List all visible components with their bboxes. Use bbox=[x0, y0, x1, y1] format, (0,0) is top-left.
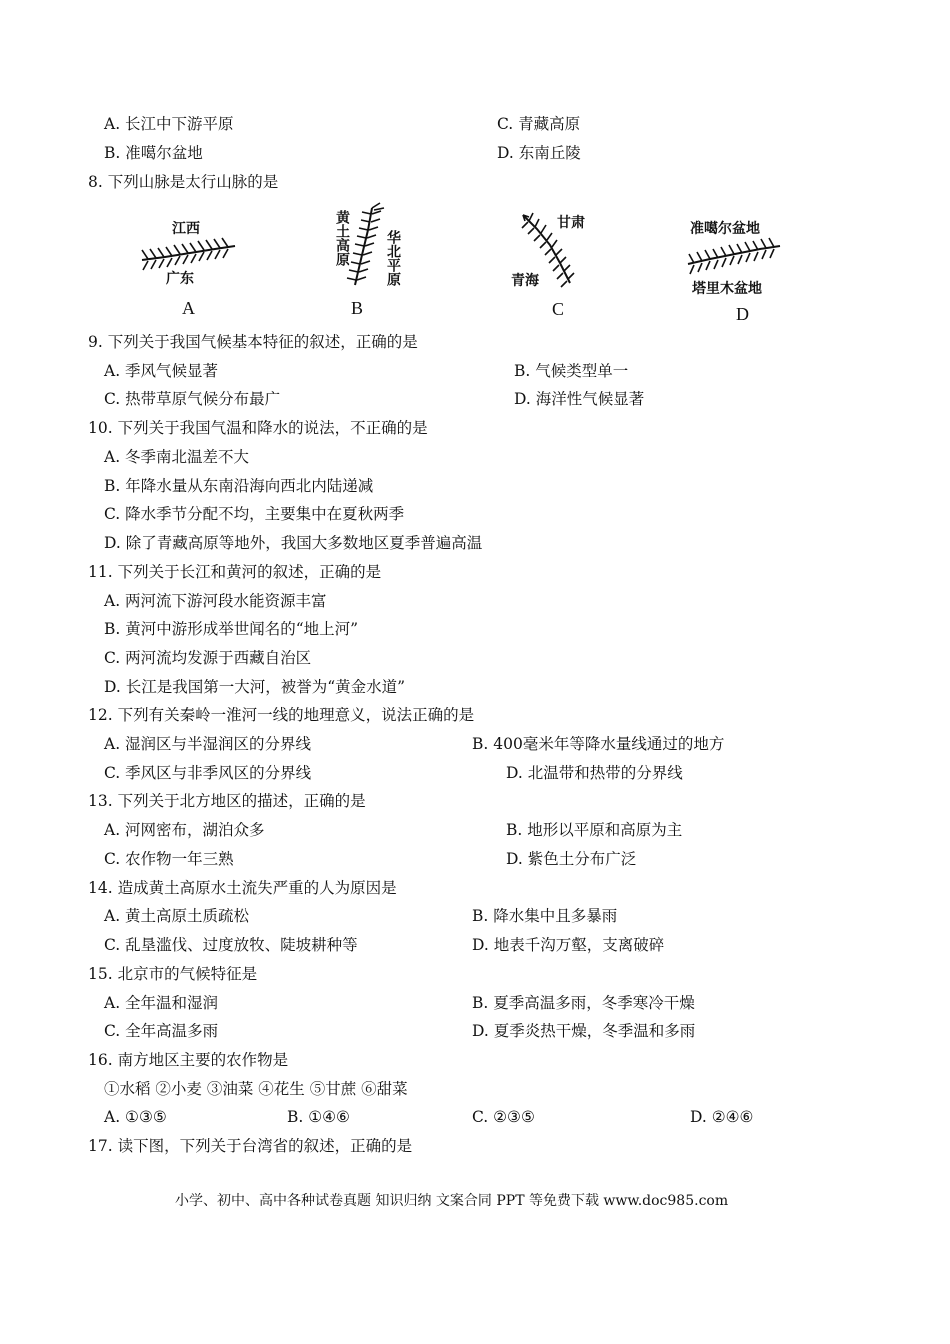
q10-stem: 10. 下列关于我国气温和降水的说法，不正确的是 bbox=[88, 419, 428, 437]
q16-option-c: C. ②③⑤ bbox=[472, 1108, 535, 1126]
fig-a-bottom-label: 广东 bbox=[166, 271, 194, 287]
q14-option-a: A. 黄土高原土质疏松 bbox=[104, 907, 250, 925]
q14-option-c: C. 乱垦滥伐、过度放牧、陡坡耕种等 bbox=[104, 936, 358, 954]
q15-option-a: A. 全年温和湿润 bbox=[104, 994, 219, 1012]
q12-option-a: A. 湿润区与半湿润区的分界线 bbox=[104, 735, 312, 753]
q16-option-a: A. ①③⑤ bbox=[104, 1108, 167, 1126]
q7-option-b: B. 准噶尔盆地 bbox=[104, 144, 203, 162]
q9-stem: 9. 下列关于我国气候基本特征的叙述，正确的是 bbox=[88, 333, 418, 351]
q15-option-c: C. 全年高温多雨 bbox=[104, 1022, 219, 1040]
fig-c-letter: C bbox=[552, 299, 565, 319]
q12-option-c: C. 季风区与非季风区的分界线 bbox=[104, 764, 312, 782]
q11-option-c: C. 两河流均发源于西藏自治区 bbox=[104, 649, 312, 667]
mountain-figure-a bbox=[130, 210, 250, 324]
fig-d-top-label: 准噶尔盆地 bbox=[690, 221, 760, 237]
fig-c-top-label: 甘肃 bbox=[557, 215, 585, 231]
mountain-figure-b bbox=[310, 200, 410, 324]
fig-b-letter: B bbox=[351, 298, 364, 318]
mountain-figure-c bbox=[505, 205, 605, 324]
q10-option-c: C. 降水季节分配不均，主要集中在夏秋两季 bbox=[104, 505, 405, 523]
q12-stem: 12. 下列有关秦岭一淮河一线的地理意义，说法正确的是 bbox=[88, 706, 475, 724]
q10-option-d: D. 除了青藏高原等地外，我国大多数地区夏季普遍高温 bbox=[104, 534, 483, 552]
page-footer: 小学、初中、高中各种试卷真题 知识归纳 文案合同 PPT 等免费下载 www.doc985.com bbox=[175, 1193, 729, 1209]
q15-option-b: B. 夏季高温多雨，冬季寒冷干燥 bbox=[472, 994, 695, 1012]
q16-stem: 16. 南方地区主要的农作物是 bbox=[88, 1051, 289, 1069]
fig-b-left-label: 黄土高原 bbox=[334, 210, 350, 266]
q9-option-d: D. 海洋性气候显著 bbox=[514, 390, 645, 408]
q7-option-a: A. 长江中下游平原 bbox=[104, 115, 234, 133]
fig-c-bottom-label: 青海 bbox=[511, 273, 539, 289]
q9-option-a: A. 季风气候显著 bbox=[104, 362, 219, 380]
fig-d-letter: D bbox=[736, 304, 749, 324]
q13-option-b: B. 地形以平原和高原为主 bbox=[506, 821, 683, 839]
fig-d-bottom-label: 塔里木盆地 bbox=[692, 281, 762, 297]
q11-option-b: B. 黄河中游形成举世闻名的“地上河” bbox=[104, 620, 359, 638]
q16-option-d: D. ②④⑥ bbox=[690, 1108, 754, 1126]
q8-stem: 8. 下列山脉是太行山脉的是 bbox=[88, 173, 279, 191]
q15-option-d: D. 夏季炎热干燥，冬季温和多雨 bbox=[472, 1022, 696, 1040]
q11-option-a: A. 两河流下游河段水能资源丰富 bbox=[104, 592, 327, 610]
q7-option-c: C. 青藏高原 bbox=[497, 115, 581, 133]
q15-stem: 15. 北京市的气候特征是 bbox=[88, 965, 258, 983]
q11-option-d: D. 长江是我国第一大河，被誉为“黄金水道” bbox=[104, 678, 406, 696]
q12-option-b: B. 400毫米年等降水量线通过的地方 bbox=[472, 735, 725, 753]
q10-option-a: A. 冬季南北温差不大 bbox=[104, 448, 250, 466]
q13-stem: 13. 下列关于北方地区的描述，正确的是 bbox=[88, 792, 366, 810]
q12-option-d: D. 北温带和热带的分界线 bbox=[506, 764, 683, 782]
q14-option-d: D. 地表千沟万壑，支离破碎 bbox=[472, 936, 665, 954]
q9-option-b: B. 气候类型单一 bbox=[514, 362, 629, 380]
q13-option-a: A. 河网密布，湖泊众多 bbox=[104, 821, 265, 839]
q16-items: ①水稻 ②小麦 ③油菜 ④花生 ⑤甘蔗 ⑥甜菜 bbox=[104, 1080, 408, 1098]
q13-option-d: D. 紫色土分布广泛 bbox=[506, 850, 637, 868]
q14-stem: 14. 造成黄土高原水土流失严重的人为原因是 bbox=[88, 879, 397, 897]
q10-option-b: B. 年降水量从东南沿海向西北内陆递减 bbox=[104, 477, 374, 495]
q14-option-b: B. 降水集中且多暴雨 bbox=[472, 907, 618, 925]
fig-a-top-label: 江西 bbox=[172, 221, 200, 237]
q11-stem: 11. 下列关于长江和黄河的叙述，正确的是 bbox=[88, 563, 382, 581]
q9-option-c: C. 热带草原气候分布最广 bbox=[104, 390, 281, 408]
fig-a-letter: A bbox=[182, 298, 195, 318]
q16-option-b: B. ①④⑥ bbox=[287, 1108, 350, 1126]
q17-stem: 17. 读下图，下列关于台湾省的叙述，正确的是 bbox=[88, 1137, 413, 1155]
q7-option-d: D. 东南丘陵 bbox=[497, 144, 581, 162]
fig-b-right-label: 华北平原 bbox=[385, 230, 401, 286]
q13-option-c: C. 农作物一年三熟 bbox=[104, 850, 234, 868]
mountain-figure-d bbox=[680, 212, 790, 331]
